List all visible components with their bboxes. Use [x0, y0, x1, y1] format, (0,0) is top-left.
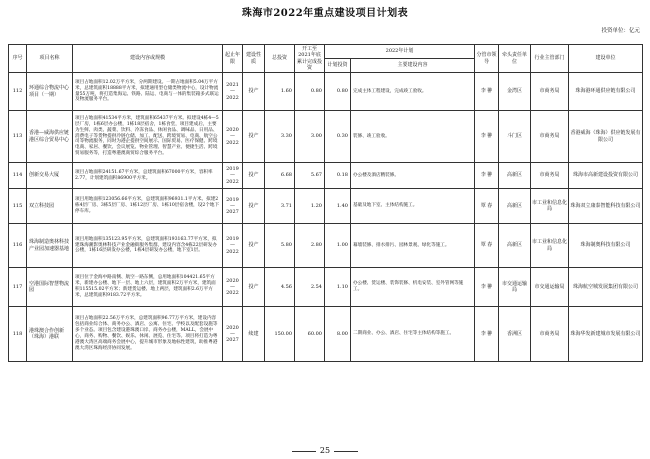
responsible-unit: 斗门区 [499, 111, 531, 163]
city-leader: 李 翀 [475, 111, 499, 163]
header-unit: 建设单位 [569, 45, 643, 73]
project-description: 项目位于金海中路南侧、航空一路东侧，总用地面积104421.65平方米，新建办公楼、地下一层、地上六层，建筑面积2万平方米，建筑面积115515.02平方米；新建货运楼、地上两层，建筑面积2.6万平方米，总建筑面积9183.72平方米。 [73, 268, 223, 307]
main-content: 装修、竣工验收。 [351, 111, 475, 163]
plan-investment: 8.00 [325, 307, 351, 362]
plan-investment: 0.18 [325, 163, 351, 189]
project-name: 珠海制造奥林科技产业园加速器基地 [27, 224, 73, 268]
completed-investment: 5.67 [295, 163, 325, 189]
industry-department: 市交通运输局 [531, 268, 569, 307]
row-number: 118 [9, 307, 27, 362]
project-description: 项目占地面积12.02万平方米，分两期建设。一期占地面积5.04万平方米，总建筑面积18888平方米，拟建通用型仓储类物流中心，设计物流量55万吨，将打造集海运、铁路、陆运、电商与一体的集装箱多式联运及物流服务平台。 [73, 73, 223, 111]
row-number: 117 [9, 268, 27, 307]
project-years: 2020—2022 [223, 268, 243, 307]
unit-note: 投资单位：亿元 [601, 28, 640, 34]
header-resp: 牵头责任单位 [499, 45, 531, 73]
header-name: 项目名称 [27, 45, 73, 73]
plan-investment: 1.10 [325, 268, 351, 307]
project-table [8, 44, 643, 362]
industry-department: 市商务局 [531, 111, 569, 163]
city-leader: 李 翀 [475, 268, 499, 307]
project-years: 2019—2027 [223, 189, 243, 224]
total-investment: 3.71 [265, 189, 295, 224]
industry-department: 市商务局 [531, 163, 569, 189]
project-description: 项目占地面积41534平方米，建筑面积65437平方米。拟建设4栋4—5层厂房，1栋6层办公楼，1栋18层宿舍，1栋食堂，项目建成后，主要为生鲜、肉类、蔬菜、饮料、冷冻食品、休闲食品、调味品、日用品、消费电子等货物提供冷链仓储、加工、配送、跨境贸易、电商、航空公司等物流服务，同时为港企提供空间展示、国际贸易、医疗保健、跨境电商、家居、餐饮、会议展览、物业管理、智慧产业、便捷生活、跨境贸易服务等，打造粤港澳商贸综合服务平台。 [73, 111, 223, 163]
project-years: 2019—2022 [223, 224, 243, 268]
plan-investment: 0.30 [325, 111, 351, 163]
total-investment: 3.30 [265, 111, 295, 163]
completed-investment: 2.54 [295, 268, 325, 307]
project-description: 项目占地面积24151.67平方米，总建筑面积67000平方米，容积率2.77，计划建筑面积86900平方米。 [73, 163, 223, 189]
project-nature: 投产 [243, 224, 265, 268]
project-nature: 投产 [243, 189, 265, 224]
header-nature: 建设性质 [243, 45, 265, 73]
total-investment: 5.80 [265, 224, 295, 268]
city-leader: 李 翀 [475, 163, 499, 189]
completed-investment: 2.80 [295, 224, 325, 268]
header-plan-invest: 计划投资 [325, 59, 351, 73]
table-row [9, 163, 643, 189]
row-number: 116 [9, 224, 27, 268]
completed-investment: 0.80 [295, 73, 325, 111]
city-leader: 李 翀 [475, 73, 499, 111]
main-content: 办公楼、货运楼、装饰装修、机电安装、室外管网等施工。 [351, 268, 475, 307]
project-name: 创新交易大厦 [27, 163, 73, 189]
project-description: 项目占地面积22.56万平方米，总建筑面积96.77万平方米，建设内容包括商业综合体、商务办公、酒店、公寓、住宅、学校以及配套设施等多个业态。项目包含建设港珠澳口岸、商务办公楼，MALL，会展中心，商务、购物、餐饮、娱乐、休闲、展览、住宅等。项目将打造为粤港澳大湾区高端商务会展中心，提升城市形象及地标性建筑，助推粤港澳大湾区珠海经济协同发展。 [73, 307, 223, 362]
plan-investment: 1.00 [325, 224, 351, 268]
table-row [9, 268, 643, 307]
city-leader: 李 翀 [475, 307, 499, 362]
header-desc: 建设内容或规模 [73, 45, 223, 73]
header-leader: 分管市领导 [475, 45, 499, 73]
construction-unit: 珠海双立康泰智能科技有限公司 [569, 189, 643, 224]
responsible-unit: 高新区 [499, 189, 531, 224]
project-name: 空港国际智慧物流园 [27, 268, 73, 307]
project-years: 2021—2022 [223, 73, 243, 111]
completed-investment: 1.20 [295, 189, 325, 224]
plan-investment: 0.80 [325, 73, 351, 111]
responsible-unit: 高新区 [499, 224, 531, 268]
header-done: 开工至2021年底累计完成投资 [295, 45, 325, 73]
total-investment: 1.60 [265, 73, 295, 111]
row-number: 115 [9, 189, 27, 224]
construction-unit: 香港威海（珠海）供应链发展有限公司 [569, 111, 643, 163]
industry-department: 市工业和信息化局 [531, 224, 569, 268]
header-dept: 行业主管部门 [531, 45, 569, 73]
project-years: 2020—2022 [223, 111, 243, 163]
responsible-unit: 高新区 [499, 163, 531, 189]
project-name: 双立科技园 [27, 189, 73, 224]
completed-investment: 60.00 [295, 307, 325, 362]
construction-unit: 珠海航空城发展集团有限公司 [569, 268, 643, 307]
table-row [9, 73, 643, 111]
row-number: 112 [9, 73, 27, 111]
header-plan-group: 2022年计划 [325, 45, 475, 59]
city-leader: 覃 春 [475, 189, 499, 224]
main-content: 完成主体工程建设，完成竣工验收。 [351, 73, 475, 111]
industry-department: 市工业和信息化局 [531, 189, 569, 224]
project-description: 项目用地面积135123.95平方米，总建筑面积193163.77平方米，拟建珠海潮影奥林科技产业金融街服务集群，建设内容含4栋22层研发办公楼，1栋16层研发办公楼，1栋4层研发办公楼，地下室1层。 [73, 224, 223, 268]
responsible-unit: 市交通运输局 [499, 268, 531, 307]
row-number: 114 [9, 163, 27, 189]
header-main: 主要建设内容 [351, 59, 475, 73]
construction-unit: 珠海港环通供应链有限公司 [569, 73, 643, 111]
plan-investment: 1.40 [325, 189, 351, 224]
industry-department: 市商务局 [531, 73, 569, 111]
city-leader: 覃 春 [475, 224, 499, 268]
table-row [9, 111, 643, 163]
page-title: 珠海市2022年重点建设项目计划表 [241, 8, 409, 19]
construction-unit: 珠海制奥科技有限公司 [569, 224, 643, 268]
project-name: 香港—威海供应链港区综合贸易中心 [27, 111, 73, 163]
project-nature: 投产 [243, 111, 265, 163]
table-row [9, 189, 643, 224]
page-number-footer [0, 446, 650, 455]
project-description: 项目用地面积123056.66平方米，总建筑面积96931.1平方米。拟建2栋4层厂房、3栋5层厂房、1栋12层厂房、1栋10层宿舍楼，设2个地下停车库。 [73, 189, 223, 224]
project-years: 2020—2027 [223, 307, 243, 362]
main-content: 基础及地下室、主体结构施工。 [351, 189, 475, 224]
header-total: 总投资 [265, 45, 295, 73]
main-content: 二期商业、办公、酒店、住宅等主体结构等施工。 [351, 307, 475, 362]
project-nature: 投产 [243, 268, 265, 307]
project-years: 2019—2022 [223, 163, 243, 189]
page-number: 25 [319, 446, 331, 455]
header-seq: 序号 [9, 45, 27, 73]
project-name: 港珠澳合作创新（珠海）港联 [27, 307, 73, 362]
total-investment: 4.56 [265, 268, 295, 307]
project-name: 环通综合物流中心项目（一期） [27, 73, 73, 111]
responsible-unit: 金湾区 [499, 73, 531, 111]
main-content: 幕墙装修、排水排污、园林景观、绿化等施工。 [351, 224, 475, 268]
table-row [9, 307, 643, 362]
total-investment: 6.68 [265, 163, 295, 189]
construction-unit: 珠海市高新建设投资有限公司 [569, 163, 643, 189]
responsible-unit: 香洲区 [499, 307, 531, 362]
construction-unit: 珠海华发新建城市发展有限公司 [569, 307, 643, 362]
total-investment: 150.00 [265, 307, 295, 362]
project-nature: 续建 [243, 307, 265, 362]
project-nature: 投产 [243, 73, 265, 111]
table-row [9, 224, 643, 268]
header-years: 起止年限 [223, 45, 243, 73]
main-content: 办公楼及酒店精装修。 [351, 163, 475, 189]
project-nature: 投产 [243, 163, 265, 189]
row-number: 113 [9, 111, 27, 163]
completed-investment: 3.00 [295, 111, 325, 163]
industry-department: 市商务局 [531, 307, 569, 362]
